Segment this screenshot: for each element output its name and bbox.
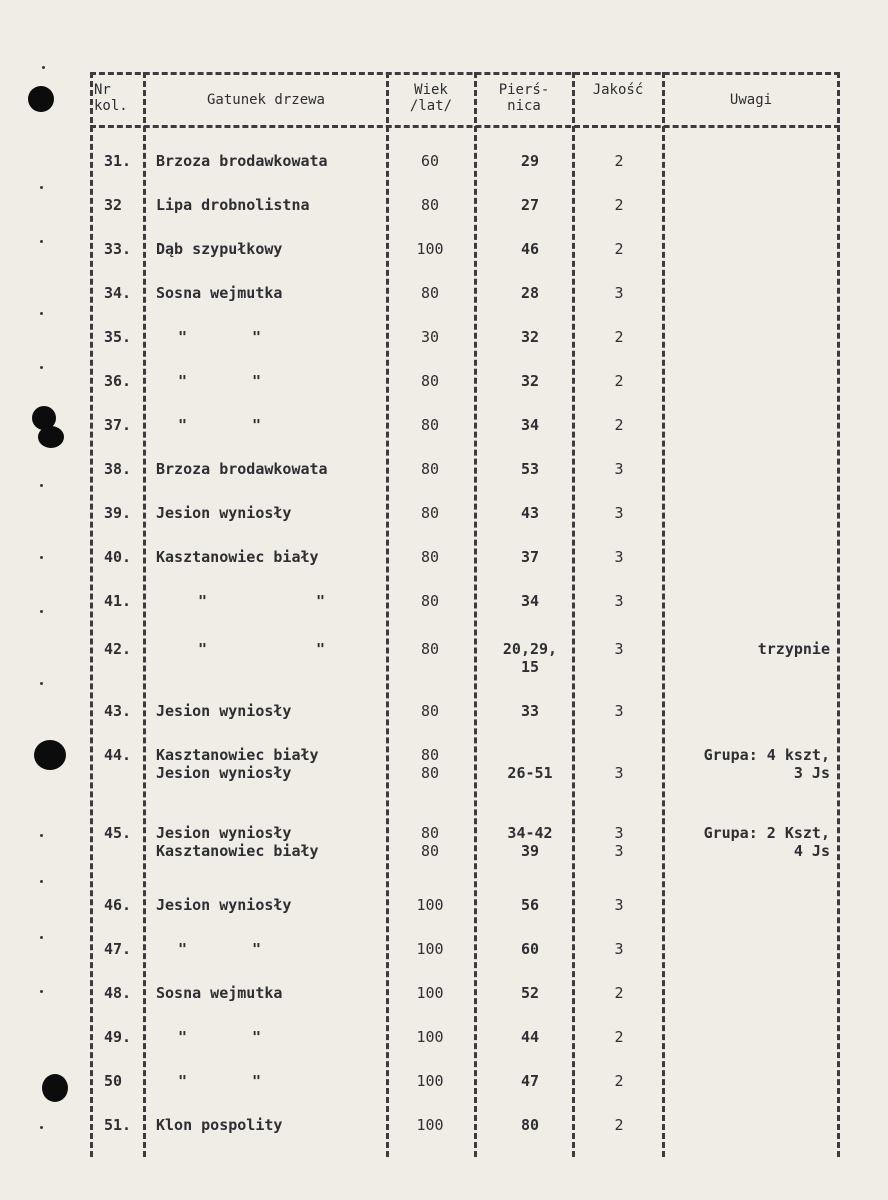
row-jakosc: 2 (614, 416, 624, 434)
row-jakosc: 2 (614, 240, 624, 258)
row-wiek: 100 (416, 1028, 444, 1046)
ditto-mark: " (252, 1028, 262, 1046)
row-nr: 34. (104, 284, 132, 302)
punch-hole (38, 426, 64, 448)
row-piersnica: 52 (520, 984, 540, 1002)
row-piersnica: 34 (520, 416, 540, 434)
row-nr: 45. (104, 824, 132, 842)
row-wiek: 80 80 (420, 824, 440, 860)
header-wiek: Wiek /lat/ (409, 82, 453, 114)
row-nr: 51. (104, 1116, 132, 1134)
row-jakosc: 3 (614, 548, 624, 566)
row-jakosc: 2 (614, 328, 624, 346)
row-nr: 42. (104, 640, 132, 658)
ditto-mark: " (178, 372, 188, 390)
ditto-mark: " (252, 1072, 262, 1090)
row-piersnica: 37 (520, 548, 540, 566)
row-piersnica: 32 (520, 328, 540, 346)
row-gatunek: Kasztanowiec biały Jesion wyniosły (156, 746, 319, 782)
row-gatunek: Sosna wejmutka (156, 284, 283, 302)
row-jakosc: 2 (614, 152, 624, 170)
ditto-mark: " (252, 940, 262, 958)
row-wiek: 100 (416, 1116, 444, 1134)
row-wiek: 100 (416, 940, 444, 958)
row-wiek: 80 80 (420, 746, 440, 782)
row-nr: 38. (104, 460, 132, 478)
punch-hole (28, 86, 54, 112)
row-piersnica: 34 (520, 592, 540, 610)
row-nr: 50 (104, 1072, 123, 1090)
row-piersnica: 47 (520, 1072, 540, 1090)
ditto-mark: " (178, 1072, 188, 1090)
ditto-mark: " (178, 416, 188, 434)
row-piersnica: 80 (520, 1116, 540, 1134)
ditto-mark: " (198, 592, 208, 610)
row-wiek: 80 (420, 702, 440, 720)
row-piersnica: 46 (520, 240, 540, 258)
row-wiek: 100 (416, 896, 444, 914)
row-uwagi: Grupa: 2 Kszt, 4 Js (703, 824, 830, 860)
row-jakosc: 3 (614, 460, 624, 478)
ditto-mark: " (178, 328, 188, 346)
row-wiek: 80 (420, 372, 440, 390)
row-gatunek: Brzoza brodawkowata (156, 460, 328, 478)
row-jakosc: 3 (614, 592, 624, 610)
row-jakosc: 3 3 (614, 824, 624, 860)
row-wiek: 80 (420, 548, 440, 566)
header-gatunek: Gatunek drzewa (206, 92, 325, 108)
ditto-mark: " (178, 1028, 188, 1046)
row-jakosc: 2 (614, 372, 624, 390)
row-nr: 39. (104, 504, 132, 522)
row-piersnica: 20,29, 15 (502, 640, 558, 676)
ditto-mark: " (252, 416, 262, 434)
row-wiek: 80 (420, 504, 440, 522)
row-nr: 32 (104, 196, 123, 214)
row-gatunek: Jesion wyniosły (156, 504, 292, 522)
row-piersnica: 56 (520, 896, 540, 914)
row-piersnica: 60 (520, 940, 540, 958)
row-gatunek: Klon pospolity (156, 1116, 283, 1134)
row-gatunek: Brzoza brodawkowata (156, 152, 328, 170)
ditto-mark: " (198, 640, 208, 658)
row-piersnica: 29 (520, 152, 540, 170)
header-nr: Nr kol. (94, 82, 128, 114)
row-nr: 31. (104, 152, 132, 170)
row-jakosc: 2 (614, 1072, 624, 1090)
row-piersnica: 32 (520, 372, 540, 390)
ditto-mark: " (252, 328, 262, 346)
row-uwagi: Grupa: 4 kszt, 3 Js (703, 746, 830, 782)
row-gatunek: Jesion wyniosły (156, 702, 292, 720)
row-jakosc: 3 (614, 940, 624, 958)
row-jakosc: 2 (614, 196, 624, 214)
punch-hole (34, 740, 66, 770)
row-wiek: 100 (416, 984, 444, 1002)
row-wiek: 80 (420, 460, 440, 478)
row-jakosc: 3 (614, 764, 624, 782)
row-jakosc: 3 (614, 640, 624, 658)
row-piersnica: 27 (520, 196, 540, 214)
row-wiek: 100 (416, 240, 444, 258)
row-wiek: 100 (416, 1072, 444, 1090)
row-nr: 48. (104, 984, 132, 1002)
row-piersnica: 44 (520, 1028, 540, 1046)
row-wiek: 80 (420, 284, 440, 302)
row-piersnica: 33 (520, 702, 540, 720)
row-gatunek: Lipa drobnolistna (156, 196, 310, 214)
row-nr: 49. (104, 1028, 132, 1046)
row-nr: 36. (104, 372, 132, 390)
row-nr: 40. (104, 548, 132, 566)
row-jakosc: 3 (614, 702, 624, 720)
row-gatunek: Sosna wejmutka (156, 984, 283, 1002)
row-nr: 41. (104, 592, 132, 610)
row-wiek: 80 (420, 592, 440, 610)
row-nr: 47. (104, 940, 132, 958)
row-nr: 33. (104, 240, 132, 258)
row-jakosc: 2 (614, 984, 624, 1002)
ditto-mark: " (316, 640, 326, 658)
row-nr: 37. (104, 416, 132, 434)
row-uwagi: trzypnie (757, 640, 830, 658)
row-nr: 46. (104, 896, 132, 914)
row-jakosc: 2 (614, 1116, 624, 1134)
row-piersnica: 43 (520, 504, 540, 522)
row-wiek: 60 (420, 152, 440, 170)
row-jakosc: 2 (614, 1028, 624, 1046)
row-wiek: 80 (420, 640, 440, 658)
ditto-mark: " (316, 592, 326, 610)
header-jakosc: Jakość (592, 82, 644, 98)
row-nr: 44. (104, 746, 132, 764)
row-gatunek: Jesion wyniosły (156, 896, 292, 914)
row-jakosc: 3 (614, 504, 624, 522)
tree-inventory-table (90, 72, 840, 1157)
ditto-mark: " (178, 940, 188, 958)
row-wiek: 80 (420, 196, 440, 214)
punch-hole (42, 1074, 68, 1102)
row-piersnica: 53 (520, 460, 540, 478)
header-uwagi: Uwagi (729, 92, 773, 108)
row-nr: 35. (104, 328, 132, 346)
row-wiek: 30 (420, 328, 440, 346)
row-jakosc: 3 (614, 896, 624, 914)
ditto-mark: " (252, 372, 262, 390)
row-gatunek: Kasztanowiec biały (156, 548, 319, 566)
row-piersnica: 26-51 (507, 764, 553, 782)
row-nr: 43. (104, 702, 132, 720)
row-wiek: 80 (420, 416, 440, 434)
header-piersnica: Pierś- nica (498, 82, 550, 114)
row-jakosc: 3 (614, 284, 624, 302)
row-piersnica: 34-42 39 (507, 824, 553, 860)
row-piersnica: 28 (520, 284, 540, 302)
row-gatunek: Jesion wyniosły Kasztanowiec biały (156, 824, 319, 860)
row-gatunek: Dąb szypułkowy (156, 240, 283, 258)
